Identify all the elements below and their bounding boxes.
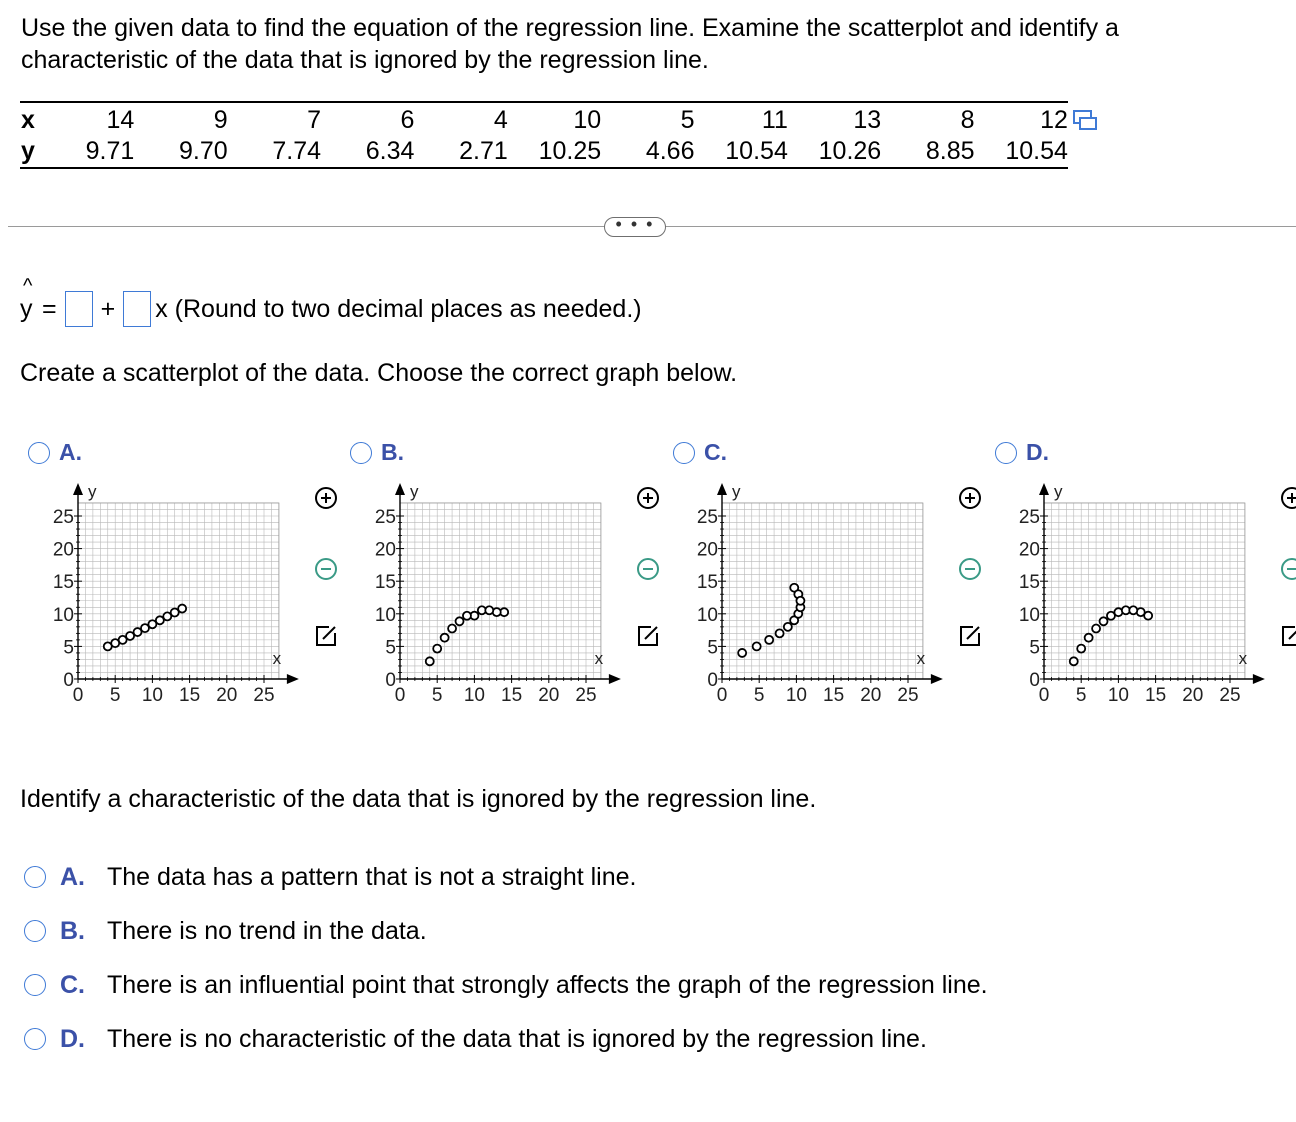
data-point	[776, 629, 784, 637]
y-value: 10.25	[538, 137, 602, 165]
y-tick-label: 15	[374, 572, 396, 594]
y-symbol: y	[20, 294, 33, 323]
slope-input[interactable]	[123, 291, 151, 327]
x-tick-label: 20	[538, 685, 560, 706]
choice-letter: D.	[60, 1024, 85, 1053]
data-point	[753, 642, 761, 650]
y-tick-label: 10	[1018, 604, 1040, 626]
intercept-input[interactable]	[65, 291, 93, 327]
data-point	[463, 612, 471, 620]
zoom-out-icon[interactable]	[957, 556, 983, 582]
scatterplot-option-a	[20, 478, 310, 738]
data-point	[784, 623, 792, 631]
data-point	[1077, 645, 1085, 653]
choice-c[interactable]	[24, 968, 988, 1002]
x-tick-label: 0	[72, 685, 84, 706]
x-tick-label: 5	[1075, 685, 1087, 706]
x-tick-label: 0	[1038, 685, 1050, 706]
equals-sign: =	[42, 294, 57, 323]
copy-data-icon[interactable]	[1072, 109, 1098, 131]
y-tick-label: 15	[696, 572, 718, 594]
scatterplot-option-c	[664, 478, 954, 738]
data-point	[441, 634, 449, 642]
radio-button[interactable]	[24, 866, 46, 888]
x-value: 11	[761, 106, 788, 134]
y-tick-label: 25	[374, 507, 396, 528]
characteristic-question: Identify a characteristic of the data that is ignored by the regression line.	[20, 785, 817, 813]
y-value: 7.74	[272, 137, 322, 165]
zoom-out-icon[interactable]	[1279, 556, 1296, 582]
x-tick-label: 0	[394, 685, 406, 706]
radio-button[interactable]	[673, 442, 695, 464]
choice-letter: C.	[60, 970, 85, 999]
y-tick-label: 20	[696, 539, 718, 561]
x-axis-arrow	[931, 674, 943, 684]
y-tick-label: 5	[63, 637, 74, 659]
data-point	[765, 636, 773, 644]
pop-out-icon[interactable]	[635, 623, 661, 649]
data-point	[178, 605, 186, 613]
zoom-in-icon[interactable]	[957, 485, 983, 511]
zoom-in-icon[interactable]	[635, 485, 661, 511]
x-axis-label: x	[272, 649, 282, 668]
radio-button[interactable]	[24, 920, 46, 942]
radio-button[interactable]	[28, 442, 50, 464]
pop-out-icon[interactable]	[313, 623, 339, 649]
x-axis-arrow	[609, 674, 621, 684]
x-value: 14	[106, 106, 135, 134]
plot-border	[78, 503, 279, 679]
data-point	[738, 649, 746, 657]
choice-letter: A.	[60, 862, 85, 891]
y-axis-arrow	[395, 483, 405, 495]
question-prompt: Use the given data to find the equation of the regression line. Examine the scatterplot and identify a characteristic of the data that is ignored by the regression line.	[21, 14, 1119, 74]
y-axis-label: y	[88, 481, 97, 501]
x-tick-label: 5	[753, 685, 765, 706]
y-tick-label: 10	[374, 604, 396, 626]
y-tick-label: 0	[63, 670, 74, 691]
y-axis-arrow	[73, 483, 83, 495]
graph-option-d[interactable]	[995, 439, 1049, 466]
graph-option-c[interactable]	[673, 439, 727, 466]
zoom-in-icon[interactable]	[1279, 485, 1296, 511]
x-tick-label: 0	[716, 685, 728, 706]
y-tick-label: 20	[1018, 539, 1040, 561]
y-value: 10.54	[725, 137, 788, 165]
y-tick-label: 25	[52, 507, 74, 528]
y-axis-label: y	[732, 481, 741, 501]
x-value: 13	[853, 106, 882, 134]
x-value: 4	[493, 106, 508, 134]
radio-button[interactable]	[24, 1028, 46, 1050]
data-table	[20, 101, 1068, 169]
x-value: 5	[680, 106, 695, 134]
pop-out-icon[interactable]	[957, 623, 983, 649]
x-tick-label: 15	[1145, 685, 1167, 706]
data-point	[456, 617, 464, 625]
data-point	[1092, 625, 1100, 633]
y-tick-label: 5	[707, 637, 718, 659]
y-tick-label: 25	[696, 507, 718, 528]
y-value: 9.70	[179, 137, 228, 165]
scatterplot-option-b	[342, 478, 632, 738]
graph-option-a[interactable]	[28, 439, 82, 466]
zoom-out-icon[interactable]	[313, 556, 339, 582]
x-value: 8	[960, 106, 975, 134]
hat-symbol: ^	[23, 274, 33, 297]
x-axis-arrow	[1253, 674, 1265, 684]
x-tick-label: 25	[1219, 685, 1241, 706]
y-tick-label: 15	[52, 572, 74, 594]
plot-border	[722, 503, 923, 679]
x-tick-label: 10	[785, 685, 807, 706]
y-tick-label: 20	[52, 539, 74, 561]
y-tick-label: 25	[1018, 507, 1040, 528]
data-point	[796, 597, 804, 605]
choice-letter: B.	[60, 916, 85, 945]
data-point	[1129, 606, 1137, 614]
y-tick-label: 0	[1029, 670, 1040, 691]
y-value: 4.66	[645, 137, 695, 165]
data-point	[1070, 657, 1078, 665]
radio-button[interactable]	[995, 442, 1017, 464]
plus-sign: +	[100, 294, 116, 323]
y-row-label: y	[21, 137, 35, 165]
x-value: 9	[213, 106, 228, 134]
x-tick-label: 10	[1107, 685, 1129, 706]
x-tick-label: 5	[109, 685, 121, 706]
x-axis-label: x	[594, 649, 604, 668]
y-tick-label: 20	[374, 539, 396, 561]
data-point	[1100, 617, 1108, 625]
y-tick-label: 5	[1029, 637, 1040, 659]
y-value: 10.54	[1005, 137, 1068, 165]
y-axis-arrow	[717, 483, 727, 495]
x-tick-label: 20	[1182, 685, 1204, 706]
x-tick-label: 20	[216, 685, 238, 706]
x-value: 7	[307, 106, 322, 134]
y-tick-label: 10	[52, 604, 74, 626]
data-point	[485, 606, 493, 614]
x-tick-label: 10	[463, 685, 485, 706]
y-tick-label: 5	[385, 637, 396, 659]
y-axis-label: y	[1054, 481, 1063, 501]
y-tick-label: 0	[707, 670, 718, 691]
plot-border	[1044, 503, 1245, 679]
x-axis-arrow	[287, 674, 299, 684]
x-value: 6	[400, 106, 415, 134]
y-axis-label: y	[410, 481, 419, 501]
option-letter: C.	[704, 439, 727, 465]
choice-text: The data has a pattern that is not a straight line.	[107, 862, 637, 891]
radio-button[interactable]	[24, 974, 46, 996]
y-tick-label: 10	[696, 604, 718, 626]
equation-suffix: x (Round to two decimal places as needed.)	[155, 294, 642, 323]
choice-b[interactable]	[24, 914, 427, 948]
choice-text: There is an influential point that strongly affects the graph of the regression line.	[107, 970, 988, 999]
y-axis-arrow	[1039, 483, 1049, 495]
option-letter: A.	[59, 439, 82, 465]
x-tick-label: 15	[501, 685, 523, 706]
y-value: 6.34	[365, 137, 415, 165]
x-tick-label: 25	[897, 685, 919, 706]
x-value: 10	[573, 106, 602, 134]
pop-out-icon[interactable]	[1279, 623, 1296, 649]
y-value: 8.85	[925, 137, 975, 165]
x-tick-label: 20	[860, 685, 882, 706]
option-letter: B.	[381, 439, 404, 465]
x-axis-label: x	[916, 649, 926, 668]
choice-text: There is no trend in the data.	[107, 916, 427, 945]
scatterplot-instruction: Create a scatterplot of the data. Choose the correct graph below.	[20, 359, 738, 387]
choice-d[interactable]	[24, 1022, 927, 1056]
data-point	[448, 625, 456, 633]
data-point	[426, 657, 434, 665]
x-tick-label: 15	[823, 685, 845, 706]
y-hat	[20, 274, 38, 324]
scatterplot-option-d	[986, 478, 1276, 738]
y-tick-label: 0	[385, 670, 396, 691]
x-tick-label: 5	[431, 685, 443, 706]
data-point	[433, 645, 441, 653]
x-tick-label: 25	[253, 685, 275, 706]
zoom-in-icon[interactable]	[313, 485, 339, 511]
y-tick-label: 15	[1018, 572, 1040, 594]
option-letter: D.	[1026, 439, 1049, 465]
y-value: 10.26	[818, 137, 882, 165]
x-tick-label: 25	[575, 685, 597, 706]
x-axis-label: x	[1238, 649, 1248, 668]
y-value: 2.71	[459, 137, 508, 165]
choice-text: There is no characteristic of the data that is ignored by the regression line.	[107, 1024, 927, 1053]
y-row	[20, 136, 1068, 167]
radio-button[interactable]	[350, 442, 372, 464]
x-row-label: x	[21, 106, 35, 134]
x-tick-label: 10	[141, 685, 163, 706]
graph-option-b[interactable]	[350, 439, 404, 466]
plot-border	[400, 503, 601, 679]
x-tick-label: 15	[179, 685, 201, 706]
expand-more-button[interactable]: • • •	[604, 217, 666, 237]
zoom-out-icon[interactable]	[635, 556, 661, 582]
data-point	[1085, 634, 1093, 642]
regression-equation	[20, 274, 642, 330]
y-value: 9.71	[85, 137, 135, 165]
choice-a[interactable]	[24, 860, 637, 894]
x-row	[20, 105, 1068, 136]
x-value: 12	[1040, 106, 1068, 134]
